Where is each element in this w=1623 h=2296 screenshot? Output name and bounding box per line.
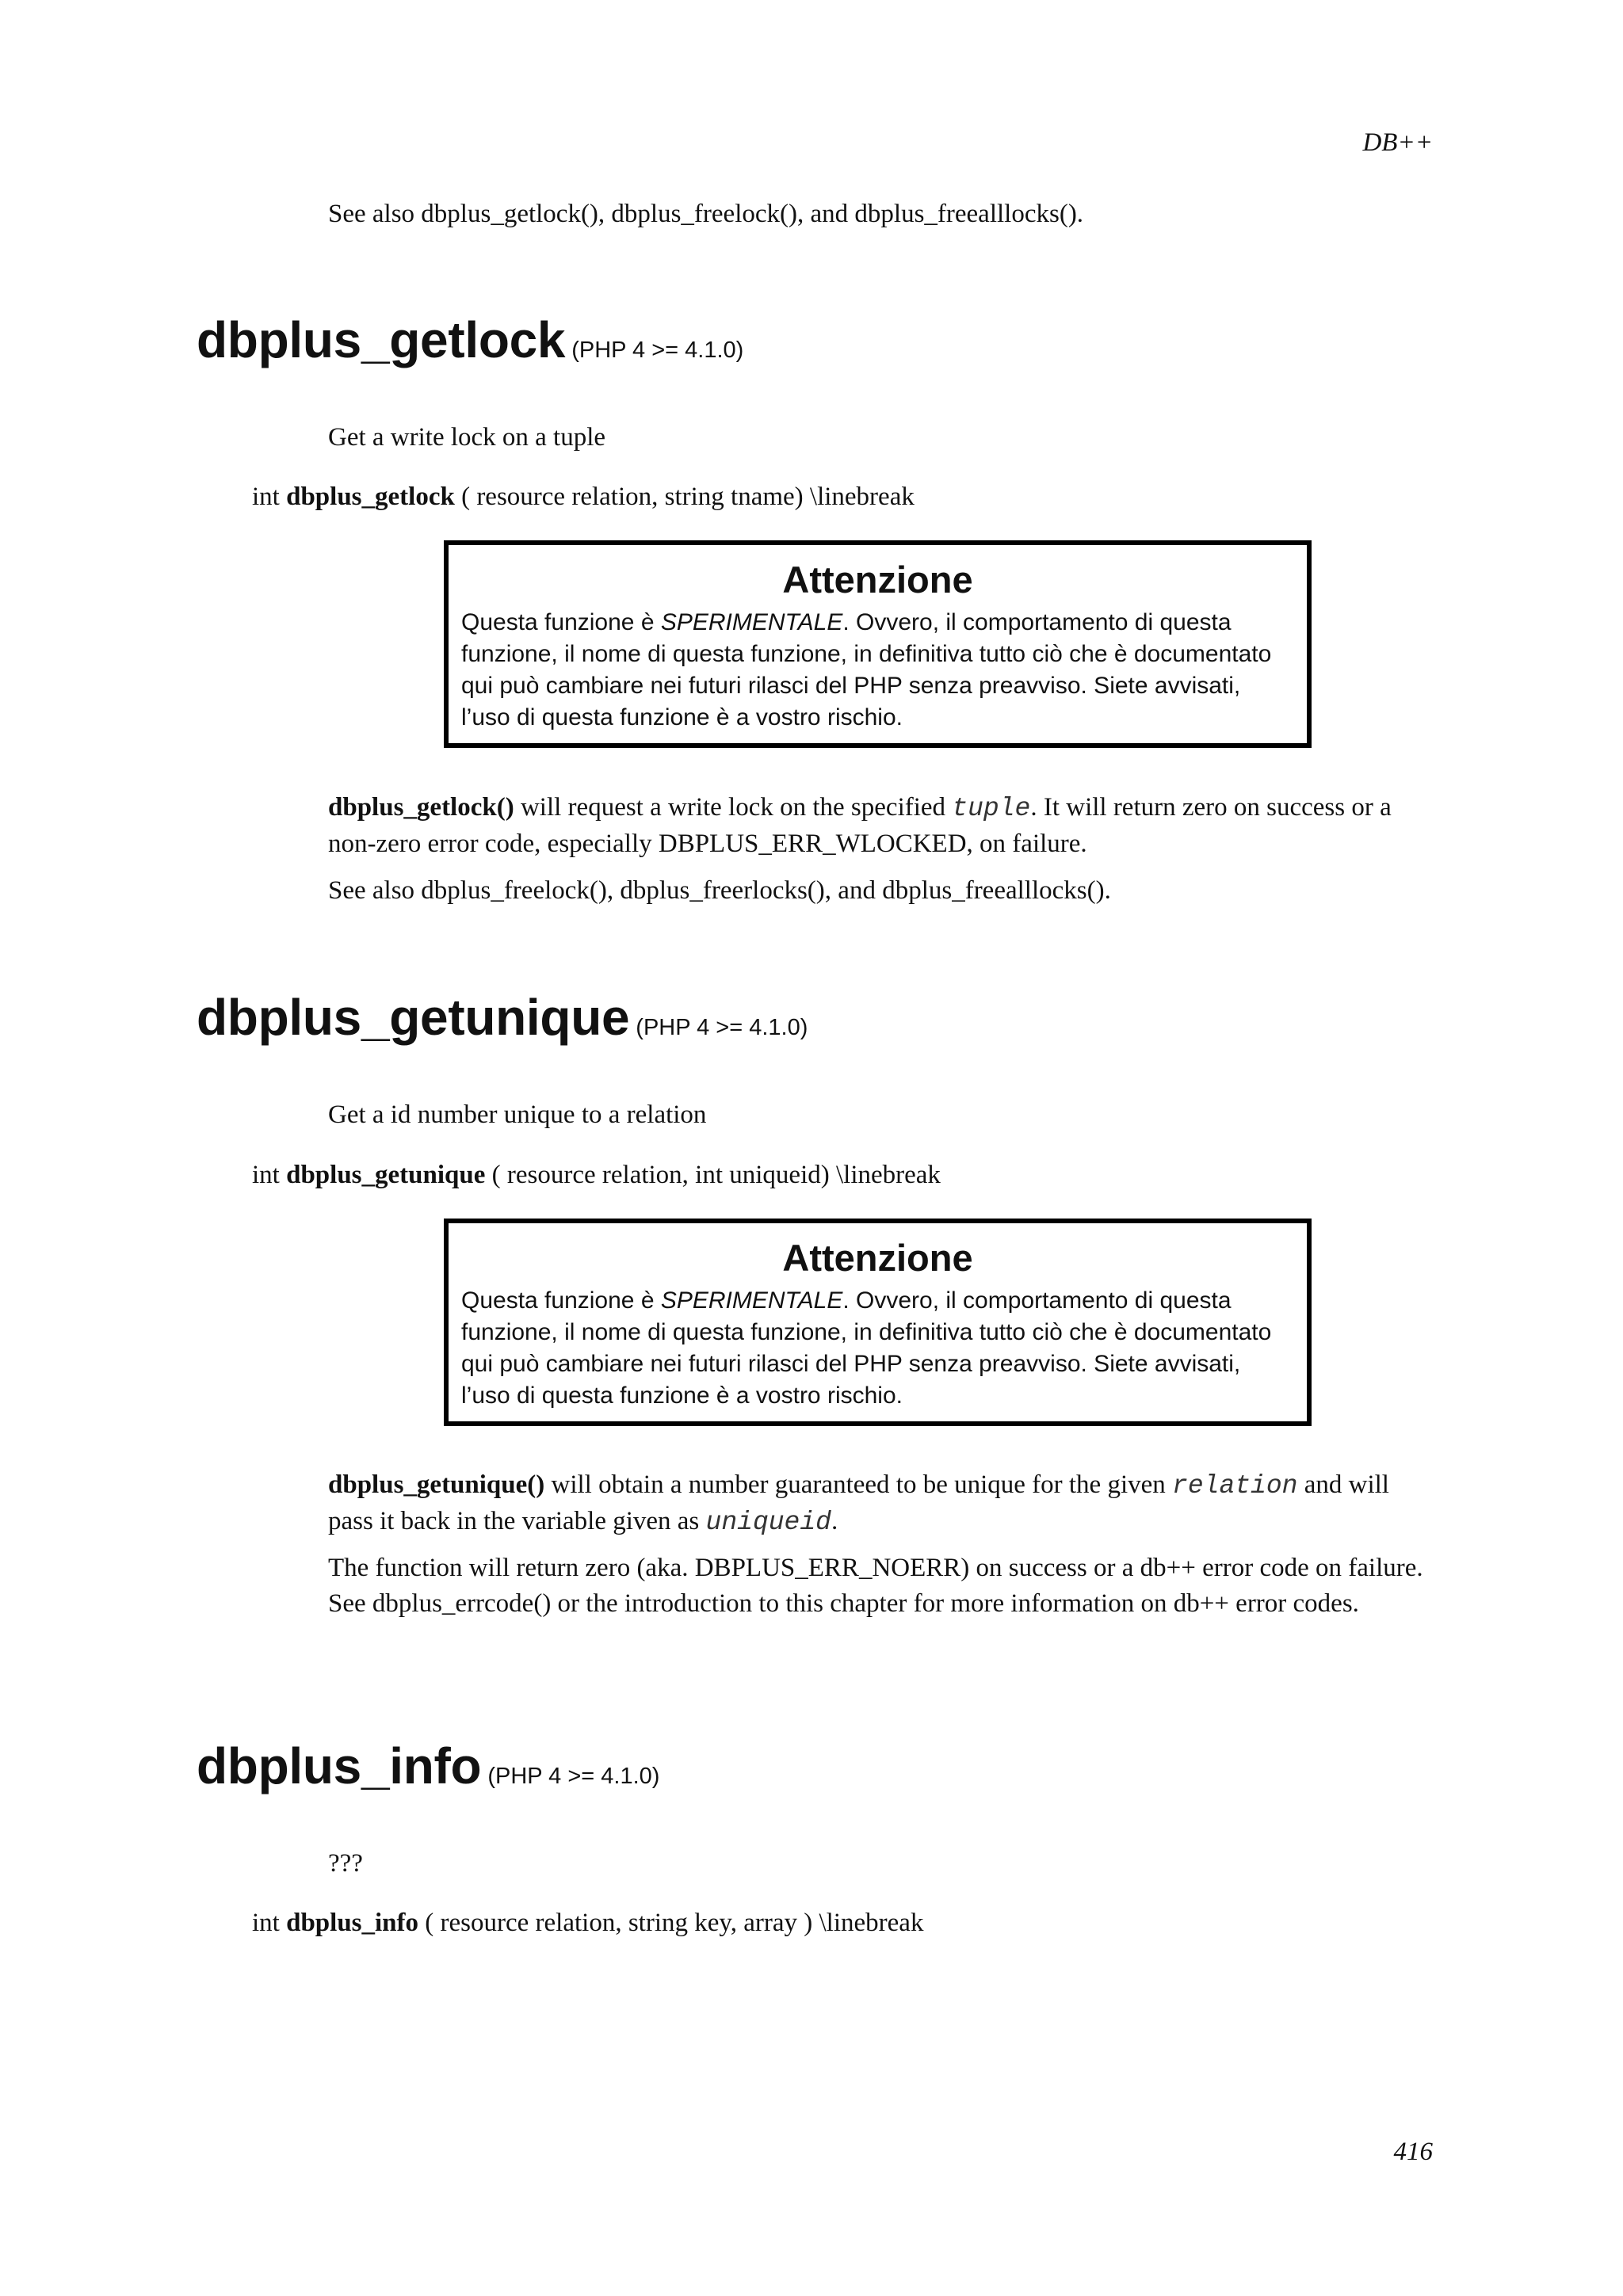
function-purpose: ??? <box>328 1849 363 1878</box>
description-text-end: . <box>831 1507 838 1535</box>
return-value-description: The function will return zero (aka. DBPLUS_ERR_NOERR) on success or a db++ error code on failure. See dbplus_errcode() or the introduction to this chapter for more information on db++ error codes. <box>328 1554 1423 1618</box>
warning-box <box>444 540 1312 748</box>
function-prototype <box>252 1905 923 1941</box>
warning-emphasis: SPERIMENTALE <box>660 1287 843 1314</box>
function-purpose: Get a id number unique to a relation <box>328 1100 707 1129</box>
warning-title: Attenzione <box>782 1237 973 1279</box>
warning-text-end: . Ovvero, il comportamento di questa funzione, il nome di questa funzione, in definitiva tutto ciò che è documentato qui può cambiare nei futuri rilasci del PHP senza preavviso. Siete avvisati, l’uso di questa funzione è a vostro rischio. <box>461 609 1272 730</box>
version-note: (PHP 4 >= 4.1.0) <box>571 338 744 363</box>
description-function: dbplus_getlock() <box>328 793 514 822</box>
warning-text-end: . Ovvero, il comportamento di questa funzione, il nome di questa funzione, in definitiva tutto ciò che è documentato qui può cambiare nei futuri rilasci del PHP senza preavviso. Siete avvisati, l’uso di questa funzione è a vostro rischio. <box>461 1287 1272 1409</box>
section-heading-getlock <box>197 311 743 369</box>
function-prototype <box>252 1158 941 1193</box>
function-name: dbplus_getlock <box>197 311 566 368</box>
warning-text <box>461 607 1294 734</box>
parameter-name: uniqueid <box>705 1508 831 1537</box>
function-description <box>328 1467 1438 1540</box>
warning-text <box>461 1285 1294 1412</box>
function-name: dbplus_getunique <box>197 989 630 1046</box>
prototype-args: ( resource relation, int uniqueid) \linebreak <box>485 1161 941 1189</box>
description-text: will obtain a number guaranteed to be unique for the given <box>544 1470 1173 1499</box>
page-number: 416 <box>1393 2138 1433 2166</box>
version-note: (PHP 4 >= 4.1.0) <box>636 1015 808 1040</box>
prototype-name: dbplus_info <box>286 1909 419 1937</box>
description-text-end: . It will return zero on success or a non-zero error code, especially DBPLUS_ERR_WLOCKED, on failure. <box>328 793 1392 858</box>
warning-text-start: Questa funzione è <box>461 1287 661 1314</box>
prototype-args: ( resource relation, string tname) \linebreak <box>454 482 915 511</box>
section-heading-getunique <box>197 988 808 1047</box>
version-note: (PHP 4 >= 4.1.0) <box>487 1764 660 1789</box>
description-function: dbplus_getunique() <box>328 1470 545 1499</box>
parameter-name: tuple <box>952 794 1031 823</box>
prototype-name: dbplus_getunique <box>286 1161 486 1189</box>
section-heading-info <box>197 1737 659 1795</box>
return-type: int <box>252 1909 287 1937</box>
return-type: int <box>252 482 287 511</box>
warning-box <box>444 1219 1312 1426</box>
warning-text-start: Questa funzione è <box>461 609 661 635</box>
description-text-middle: and will pass it back in the variable given as <box>328 1470 1389 1535</box>
prototype-args: ( resource relation, string key, array ) \linebreak <box>418 1909 924 1937</box>
see-also: See also dbplus_freelock(), dbplus_freerlocks(), and dbplus_freealllocks(). <box>328 876 1111 905</box>
warning-emphasis: SPERIMENTALE <box>660 609 843 635</box>
prototype-name: dbplus_getlock <box>286 482 455 511</box>
parameter-name: relation <box>1172 1471 1298 1501</box>
function-prototype <box>252 479 915 515</box>
warning-title: Attenzione <box>782 559 973 601</box>
running-header: DB++ <box>1362 128 1433 157</box>
function-purpose: Get a write lock on a tuple <box>328 423 606 452</box>
function-description <box>328 790 1438 862</box>
description-text: will request a write lock on the specified <box>514 793 953 822</box>
function-name: dbplus_info <box>197 1737 482 1794</box>
return-type: int <box>252 1161 287 1189</box>
intro-see-also: See also dbplus_getlock(), dbplus_freelock(), and dbplus_freealllocks(). <box>328 200 1084 228</box>
